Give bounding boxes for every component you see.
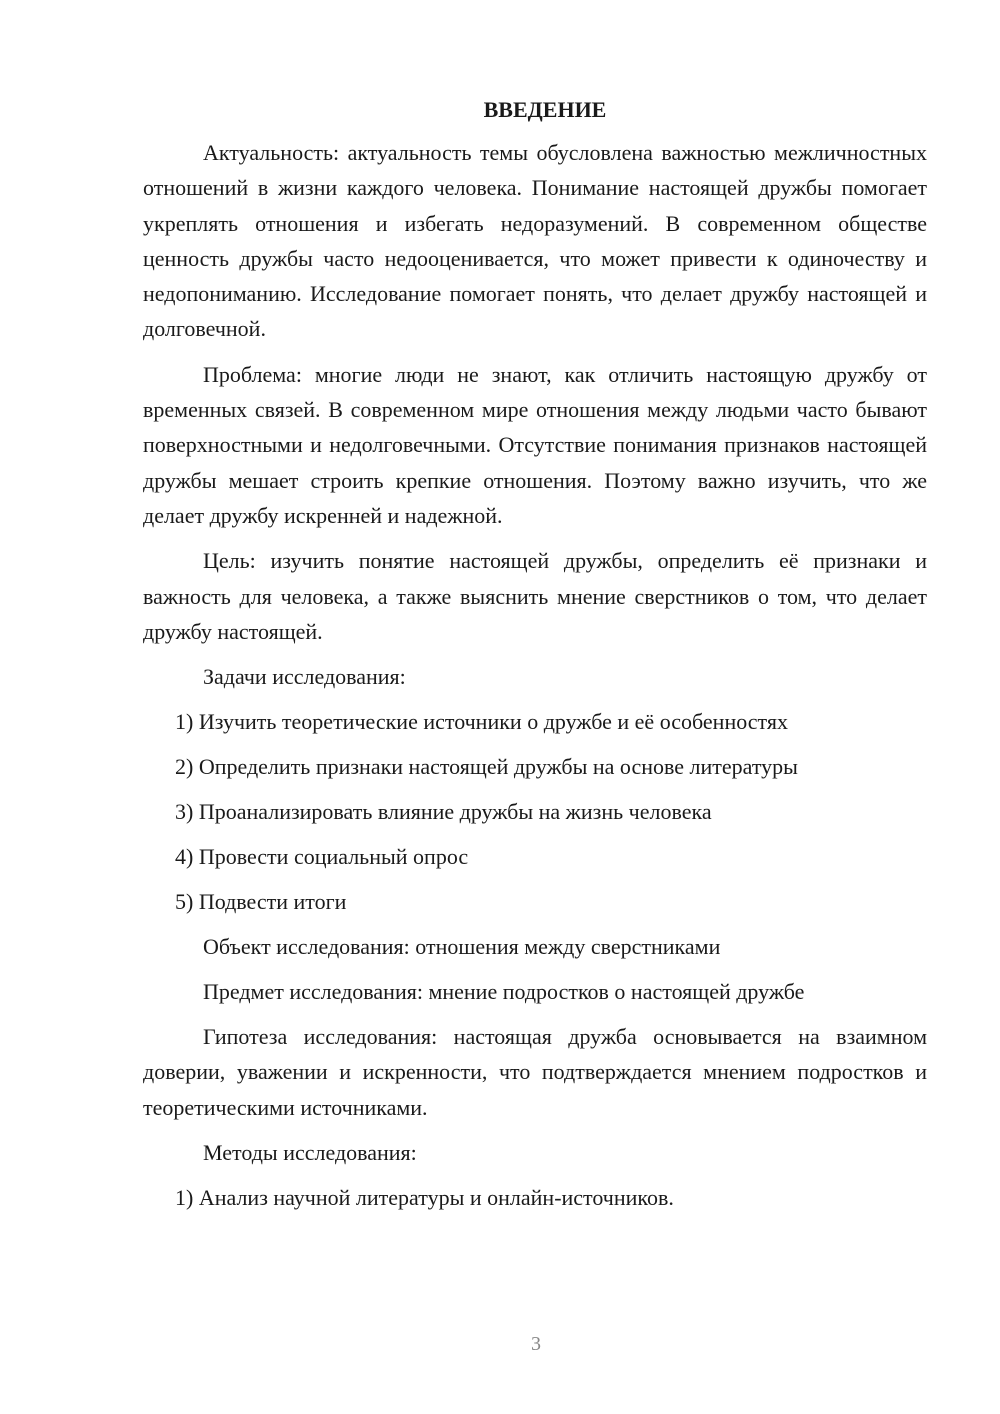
methods-heading: Методы исследования: <box>203 1140 417 1166</box>
page-number: 3 <box>531 1333 541 1355</box>
task-item: 3) Проанализировать влияние дружбы на жизнь человека <box>175 799 712 825</box>
document-page <box>143 92 927 1225</box>
hypothesis-paragraph: Гипотеза исследования: настоящая дружба основывается на взаимном доверии, уважении и искренности, что подтверждается мнением подростков и теоретическими источниками. <box>143 1024 927 1120</box>
tasks-list <box>143 704 927 919</box>
task-item: 4) Провести социальный опрос <box>175 844 469 870</box>
research-subject: Предмет исследования: мнение подростков о настоящей дружбе <box>203 979 805 1005</box>
section-title: ВВЕДЕНИЕ <box>483 97 607 122</box>
relevance-paragraph: Актуальность: актуальность темы обусловлена важностью межличностных отношений в жизни каждого человека. Понимание настоящей дружбы помогает укреплять отношения и избегать недоразумений. В современном обществе ценность дружбы часто недооценивается, что может привести к одиночеству и недопониманию. Исследование помогает понять, что делает дружбу настоящей и долговечной. <box>143 140 927 342</box>
problem-paragraph: Проблема: многие люди не знают, как отличить настоящую дружбу от временных связей. В современном мире отношения между людьми часто бывают поверхностными и недолговечными. Отсутствие понимания признаков настоящей дружбы мешает строить крепкие отношения. Поэтому важно изучить, что же делает дружбу искренней и надежной. <box>143 361 927 528</box>
goal-paragraph: Цель: изучить понятие настоящей дружбы, определить её признаки и важность для человека, а также выяснить мнение сверстников о том, что делает дружбу настоящей. <box>143 548 927 644</box>
task-item: 1) Изучить теоретические источники о дружбе и её особенностях <box>175 709 788 735</box>
task-item: 5) Подвести итоги <box>175 889 347 915</box>
tasks-heading: Задачи исследования: <box>203 664 406 690</box>
methods-list <box>143 1180 927 1215</box>
task-item: 2) Определить признаки настоящей дружбы на основе литературы <box>175 754 798 780</box>
research-object: Объект исследования: отношения между сверстниками <box>203 934 721 960</box>
method-item: 1) Анализ научной литературы и онлайн-источников. <box>175 1185 674 1211</box>
